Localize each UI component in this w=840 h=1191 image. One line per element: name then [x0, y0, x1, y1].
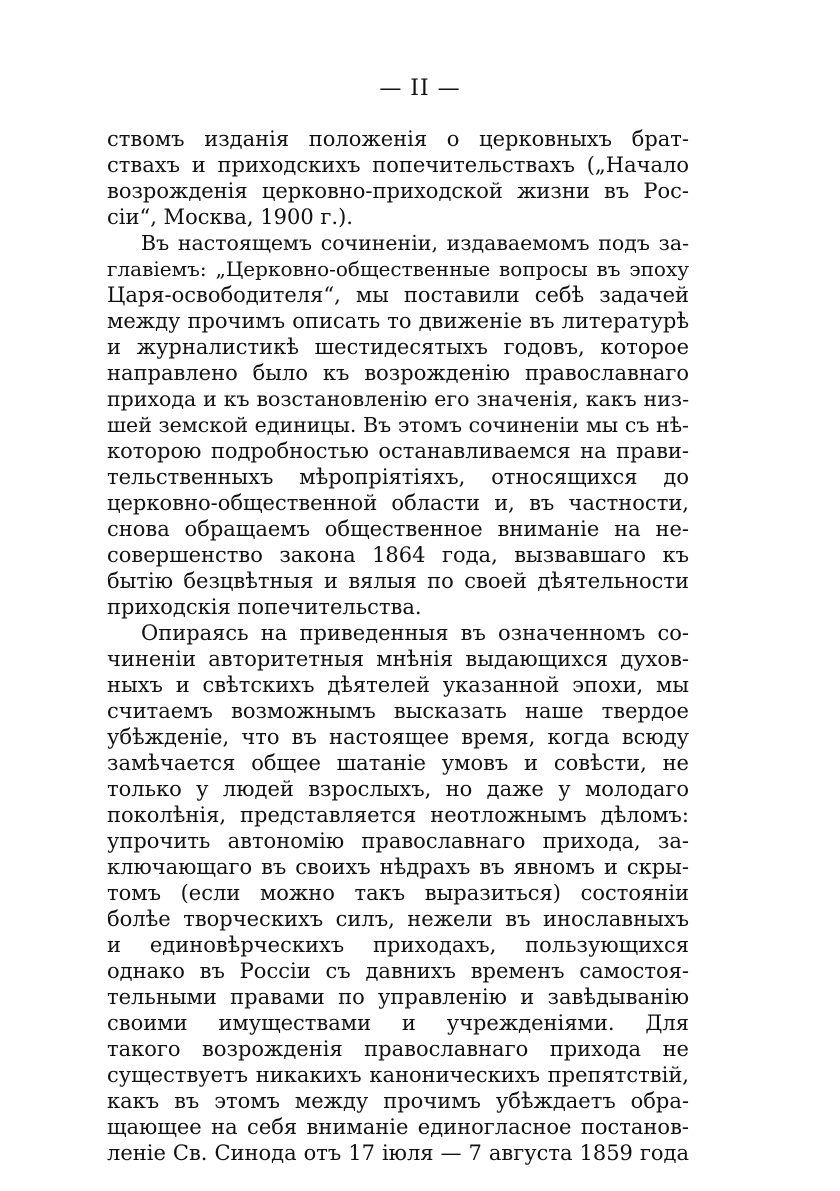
- text-line: ныхъ и свѣтскихъ дѣятелей указанной эпохи, мы: [107, 673, 689, 697]
- text-line: убѣжденіе, что въ настоящее время, когда всюду: [107, 725, 689, 749]
- text-line: приходскія попечительства.: [107, 595, 422, 619]
- text-line: направлено было къ возрожденію православнаго: [107, 361, 689, 385]
- text-line: и единовѣрческихъ приходахъ, пользующихся: [107, 933, 689, 957]
- text-line: ключающаго въ своихъ нѣдрахъ въ явномъ и скры-: [107, 855, 689, 879]
- text-line: болѣе творческихъ силъ, нежели въ инославныхъ: [107, 907, 689, 931]
- text-line: только у людей взрослыхъ, но даже у молодаго: [107, 777, 689, 801]
- text-line: Въ настоящемъ сочиненіи, издаваемомъ подъ за-: [141, 231, 689, 255]
- text-line: считаемъ возможнымъ высказать наше твердое: [107, 699, 689, 723]
- text-line: ствомъ изданія положенія о церковныхъ брат-: [107, 127, 689, 151]
- paragraph: [107, 230, 689, 620]
- text-line: возрожденія церковно-приходской жизни въ Рос-: [107, 179, 689, 203]
- text-line: своими имуществами и учрежденіями. Для: [107, 1011, 689, 1035]
- text-line: бытію безцвѣтныя и вялыя по своей дѣятельности: [107, 569, 689, 593]
- text-line: томъ (если можно такъ выразиться) состояніи: [107, 881, 689, 905]
- text-line: леніе Св. Синода отъ 17 іюля — 7 августа 1859 года: [107, 1141, 689, 1165]
- text-line: Опираясь на приведенныя въ означенномъ со-: [141, 621, 689, 645]
- text-line: и журналистикѣ шестидесятыхъ годовъ, которое: [107, 335, 689, 359]
- text-line: тельными правами по управленію и завѣдыванію: [107, 985, 689, 1009]
- text-line: прихода и къ возстановленію его значенія, какъ низ-: [107, 387, 689, 411]
- text-line: однако въ Россіи съ давнихъ временъ самостоя-: [107, 959, 689, 983]
- text-line: совершенство закона 1864 года, вызвавшаго къ: [107, 543, 689, 567]
- text-line: между прочимъ описать то движеніе въ литературѣ: [107, 309, 689, 333]
- text-line: которою подробностью останавливаемся на прави-: [107, 439, 689, 463]
- text-line: замѣчается общее шатаніе умовъ и совѣсти, не: [107, 751, 689, 775]
- text-line: упрочить автономію православнаго прихода, за-: [107, 829, 689, 853]
- text-line: сіи“, Москва, 1900 г.).: [107, 205, 353, 229]
- text-line: ствахъ и приходскихъ попечительствахъ („Начало: [107, 153, 689, 177]
- body-text: [107, 126, 689, 1166]
- text-line: главіемъ: „Церковно-общественные вопросы въ эпоху: [107, 257, 689, 281]
- text-line: щающее на себя вниманіе единогласное постанов-: [107, 1115, 689, 1139]
- text-line: шей земской единицы. Въ этомъ сочиненіи мы съ нѣ-: [107, 413, 689, 437]
- text-line: церковно-общественной области и, въ частности,: [107, 491, 689, 515]
- text-line: поколѣнія, представляется неотложнымъ дѣломъ:: [107, 803, 689, 827]
- paragraph: [107, 620, 689, 1166]
- text-line: Царя-освободителя“, мы поставили себѣ задачей: [107, 283, 689, 307]
- text-line: такого возрожденія православнаго прихода не: [107, 1037, 689, 1061]
- text-line: существуетъ никакихъ каноническихъ препятствій,: [107, 1063, 689, 1087]
- text-line: тельственныхъ мѣропріятіяхъ, относящихся до: [107, 465, 689, 489]
- page-number: — II —: [379, 76, 461, 101]
- text-line: чиненіи авторитетныя мнѣнія выдающихся духов-: [107, 647, 689, 671]
- text-line: снова обращаемъ общественное вниманіе на не-: [107, 517, 689, 541]
- paragraph: [107, 126, 689, 230]
- text-line: какъ въ этомъ между прочимъ убѣждаетъ обра-: [107, 1089, 689, 1113]
